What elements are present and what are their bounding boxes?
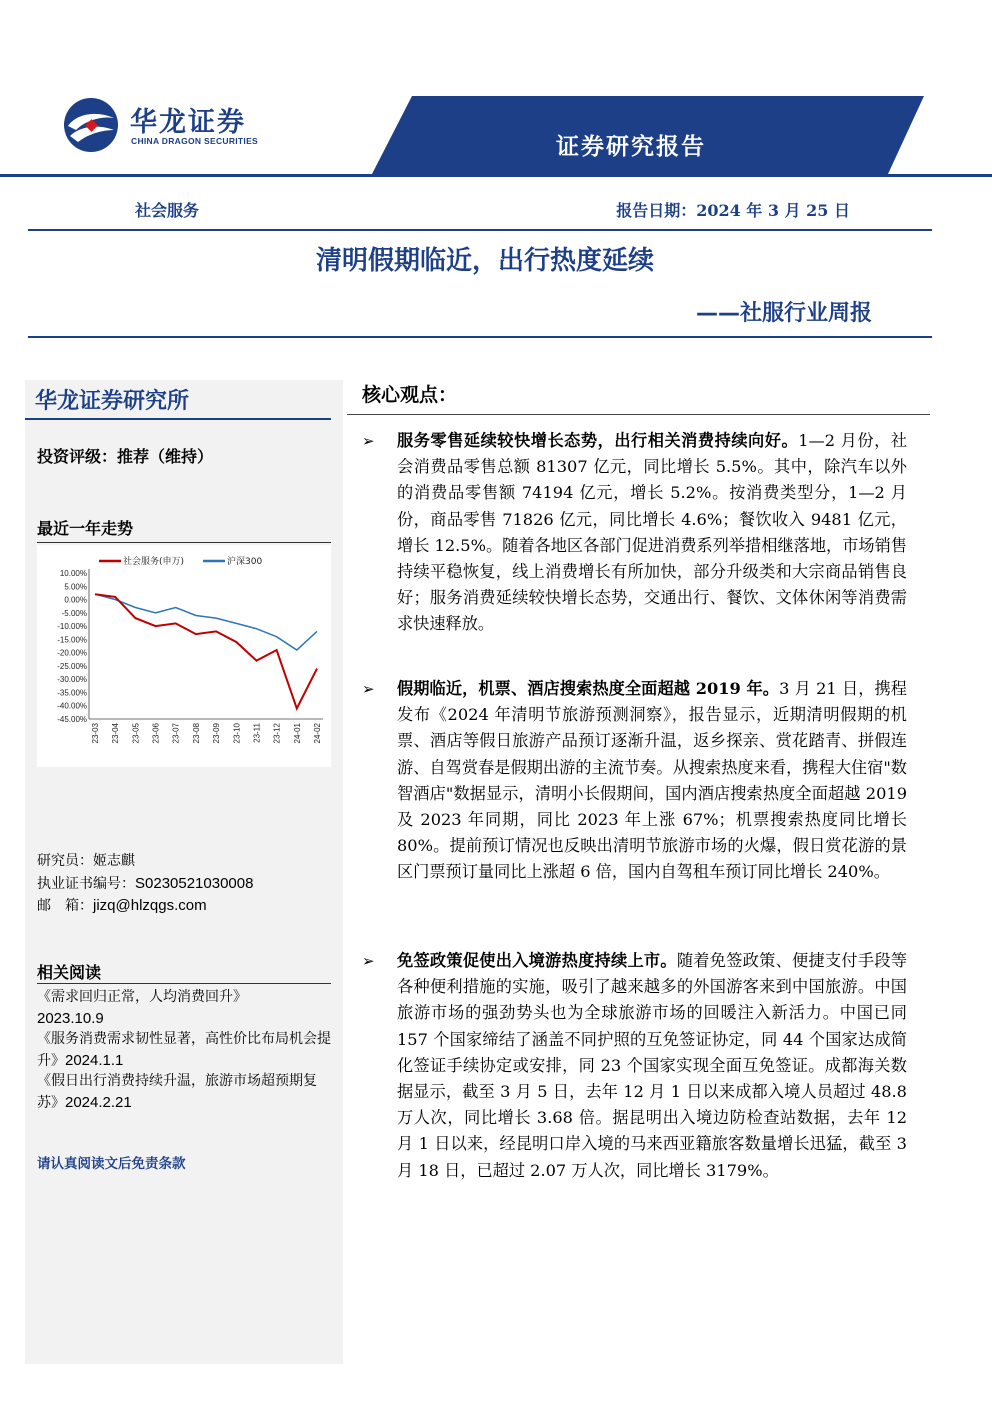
header-divider (28, 229, 932, 231)
x-tick-label: 23-03 (91, 723, 100, 744)
logo-english-name: CHINA DRAGON SECURITIES (131, 136, 259, 146)
report-date: 报告日期：2024 年 3 月 25 日 (616, 201, 850, 220)
disclaimer-note[interactable]: 请认真阅读文后免责条款 (37, 1156, 186, 1172)
x-tick-label: 23-08 (191, 723, 201, 744)
report-type-label: 证券研究报告 (556, 134, 706, 160)
y-tick-label: -15.00% (57, 635, 87, 645)
arrow-bullet-icon: ➢ (362, 680, 375, 698)
report-subtitle: ——社服行业周报 (695, 301, 872, 326)
y-tick-label: 10.00% (59, 569, 87, 578)
trend-chart-title: 最近一年走势 (37, 519, 134, 538)
core-divider (347, 414, 930, 415)
x-tick-label: 23-12 (272, 723, 282, 744)
y-tick-label: 5.00% (64, 582, 87, 592)
key-point-text (397, 676, 907, 886)
legend-label: 沪深300 (227, 557, 263, 567)
related-reading-title: 相关阅读 (37, 963, 102, 982)
key-point (362, 428, 907, 638)
related-item[interactable] (37, 1029, 333, 1072)
key-point-lead: 服务零售延续较快增长态势，出行相关消费持续向好。 (397, 431, 799, 450)
analyst-email-value[interactable]: jizq@hlzqgs.com (93, 897, 207, 914)
sidebar (25, 380, 343, 1364)
key-point-body: 1—2 月份，社会消费品零售总额 81307 亿元，同比增长 5.5%。其中，除汽车以外的消费品零售额 74194 亿元，增长 5.2%。按消费类型分，1—2 月份，商品零售 71826 亿元，同比增长 4.6%；餐饮收入 9481 亿元，增长 12.5%。随着各地区各部门促进消费系列举措相继落地，市场销售持续平稳恢复，线上消费增长有所加快，部分升级类和大宗商品销售良好；服务消费延续较快增长态势，交通出行、餐饮、文体休闲等消费需求快速释放。 (397, 431, 908, 634)
y-tick-label: -45.00% (57, 715, 87, 724)
related-item[interactable] (37, 1071, 333, 1114)
logo-chinese-name: 华龙证券 (130, 107, 246, 138)
core-views-title: 核心观点： (362, 384, 458, 406)
key-point-text (397, 428, 907, 638)
y-tick-label: -40.00% (57, 701, 87, 711)
y-tick-label: -35.00% (57, 688, 87, 698)
analyst-email-label: 邮 箱： (37, 898, 93, 914)
x-tick-label: 24-01 (292, 723, 302, 744)
key-point-body: 3 月 21 日，携程发布《2024 年清明节旅游预测洞察》，报告显示，近期清明假期的机票、酒店等假日旅游产品预订逐渐升温，返乡探亲、赏花踏青、拼假连游、自驾赏春是假期出游的主流节奏。从搜索热度来看，携程大住宿"数智酒店"数据显示，清明小长假期间，国内酒店搜索热度全面超越 2019 及 2023 年同期，同比 2023 年上涨 67%；机票搜索热度同比增长 80%。提前预订情况也反映出清明节旅游市场的火爆，假日赏花游的景区门票预订量同比上涨超 6 倍，国内自驾租车预订同比增长 240%。 (397, 679, 907, 882)
key-point-body: 随着免签政策、便捷支付手段等各种便利措施的实施，吸引了越来越多的外国游客来到中国旅游。中国旅游市场的强劲势头也为全球旅游市场的回暖注入新活力。中国已同 157 个国家缔结了涵盖不同护照的互免签证协定，同 44 个国家达成简化签证手续协定或安排，同 23 个国家实现全面互免签证。成都海关数据显示，截至 3 月 5 日，去年 12 月 1 日以来成都入境人员超过 48.8 万人次，同比增长 3.68 倍。据昆明出入境边防检查站数据，去年 12 月 1 日以来，经昆明口岸入境的马来西亚籍旅客数量增长迅猛，截至 3 月 18 日，已超过 2.07 万人次，同比增长 3179%。 (397, 951, 908, 1180)
series-line (95, 594, 317, 650)
analyst-cert (37, 873, 253, 893)
institute-divider (25, 418, 331, 420)
analyst-name: 研究员：姬志麒 (37, 853, 135, 869)
trend-divider (37, 542, 331, 543)
key-point (362, 948, 907, 1184)
legend-label: 社会服务(申万) (123, 557, 185, 567)
investment-rating: 投资评级：推荐（维持） (37, 447, 214, 466)
related-item-date: 2024.1.1 (65, 1052, 124, 1069)
key-point (362, 676, 907, 886)
x-tick-label: 23-09 (212, 723, 222, 744)
related-item-title: 《服务消费需求韧性显著，高性价比布局机会提升》 (37, 1031, 331, 1069)
x-tick-label: 23-05 (131, 723, 141, 744)
sector-label: 社会服务 (135, 201, 200, 220)
related-item-title: 《假日出行消费持续升温，旅游市场超预期复苏》 (37, 1073, 317, 1111)
related-item-date: 2023.10.9 (37, 1010, 104, 1027)
y-tick-label: -30.00% (57, 675, 87, 685)
series-line (95, 594, 317, 708)
y-tick-label: -20.00% (57, 648, 87, 658)
trend-chart (37, 545, 331, 767)
key-point-text (397, 948, 907, 1184)
related-item-date: 2024.2.21 (65, 1094, 132, 1111)
arrow-bullet-icon: ➢ (362, 952, 375, 970)
x-tick-label: 23-06 (151, 723, 161, 744)
institute-name: 华龙证券研究所 (35, 389, 190, 414)
y-tick-label: -10.00% (57, 622, 87, 632)
report-title: 清明假期临近，出行热度延续 (315, 246, 654, 276)
analyst-cert-value: S0230521030008 (135, 875, 254, 892)
x-tick-label: 23-11 (252, 723, 262, 743)
y-tick-label: -5.00% (61, 608, 87, 618)
title-divider (28, 336, 932, 338)
header-banner (0, 96, 992, 186)
x-tick-label: 24-02 (313, 723, 322, 744)
arrow-bullet-icon: ➢ (362, 432, 375, 450)
related-item[interactable] (37, 987, 333, 1030)
y-tick-label: -25.00% (57, 661, 87, 671)
x-tick-label: 23-04 (111, 723, 121, 744)
analyst-email (37, 895, 207, 915)
x-tick-label: 23-10 (232, 723, 242, 744)
analyst-cert-label: 执业证书编号： (37, 876, 135, 892)
related-item-title: 《需求回归正常，人均消费回升》 (37, 989, 247, 1005)
y-tick-label: 0.00% (64, 595, 87, 605)
key-point-lead: 免签政策促使出入境游热度持续上市。 (397, 951, 677, 970)
key-point-lead: 假期临近，机票、酒店搜索热度全面超越 2019 年。 (397, 679, 780, 698)
x-tick-label: 23-07 (171, 723, 181, 744)
related-divider (37, 983, 331, 984)
trend-chart-svg (37, 545, 331, 767)
